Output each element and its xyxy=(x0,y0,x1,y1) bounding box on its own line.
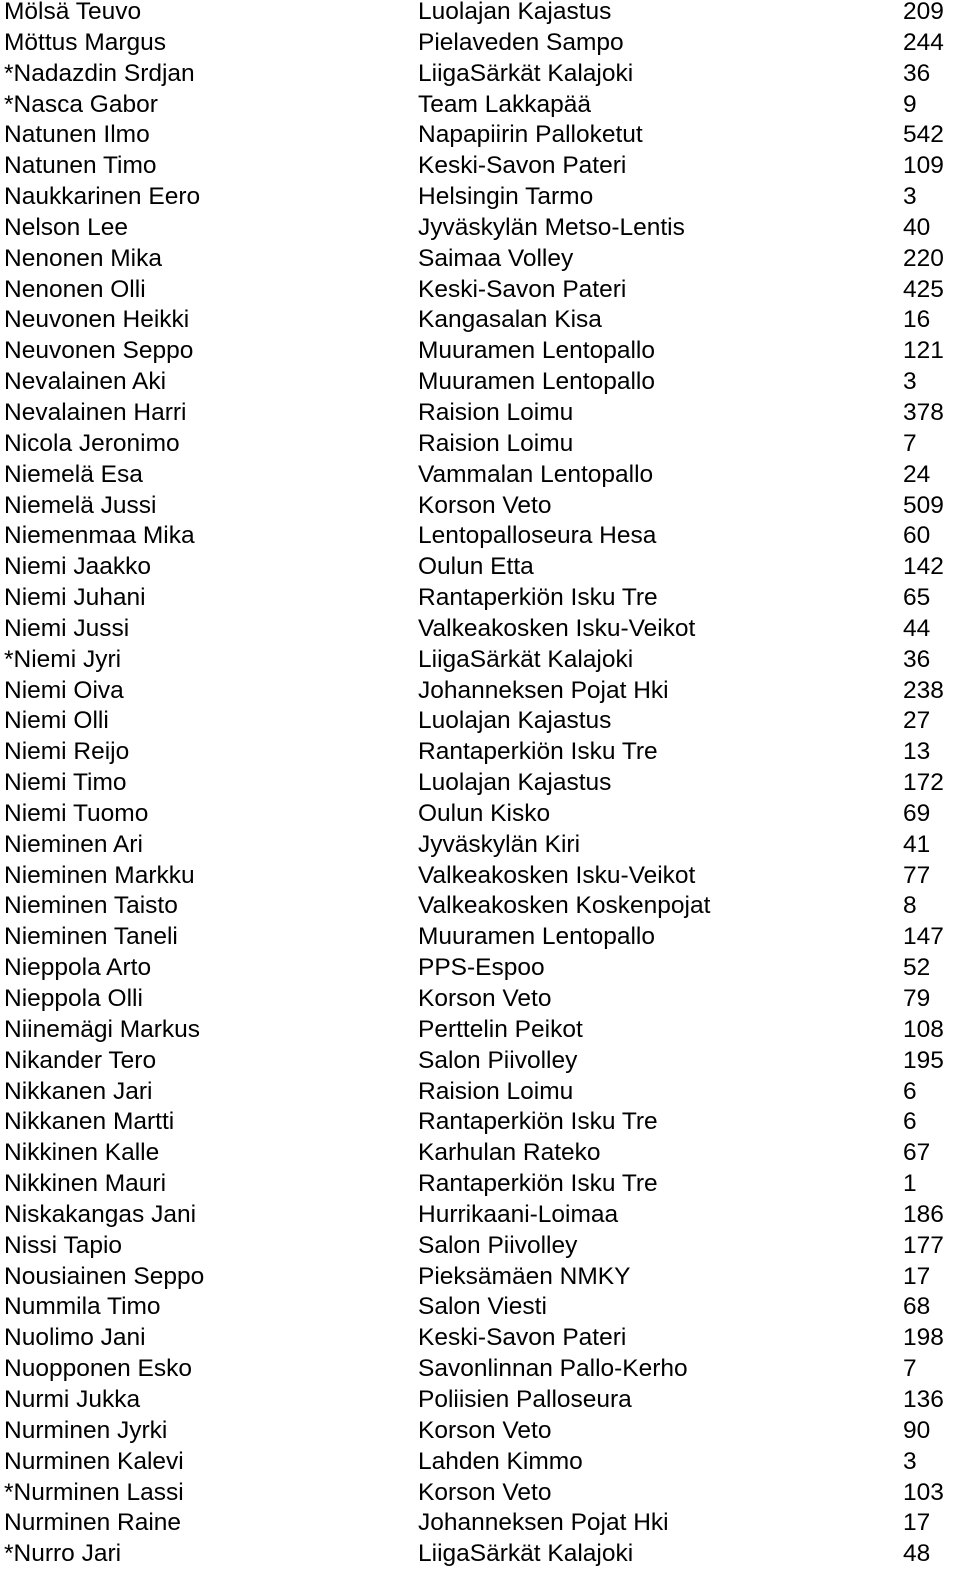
player-name: Nummila Timo xyxy=(4,1293,161,1321)
stat-value: 195 xyxy=(903,1046,944,1074)
club-name: Raision Loimu xyxy=(418,398,574,426)
club-name: Keski-Savon Pateri xyxy=(418,152,627,180)
list-row xyxy=(0,460,960,494)
club-name: Team Lakkapää xyxy=(418,90,591,118)
stat-value: 9 xyxy=(903,90,917,118)
stat-value: 109 xyxy=(903,152,944,180)
list-row xyxy=(0,861,960,895)
list-row xyxy=(0,1015,960,1049)
player-name: Nurmi Jukka xyxy=(4,1385,141,1413)
player-name: Nurminen Kalevi xyxy=(4,1447,184,1475)
player-name: Nieppola Olli xyxy=(4,985,143,1012)
player-name: Niskakangas Jani xyxy=(4,1200,197,1228)
player-name: Nuolimo Jani xyxy=(4,1324,146,1352)
list-row xyxy=(0,1295,960,1326)
club-name: Lahden Kimmo xyxy=(418,1447,583,1475)
stat-value: 3 xyxy=(903,1447,917,1475)
stat-value: 186 xyxy=(903,1200,944,1228)
club-name: Perttelin Peikot xyxy=(418,1015,583,1043)
list-row xyxy=(0,429,960,463)
club-name: Pieksämäen NMKY xyxy=(418,1262,631,1290)
player-name: Nikkinen Kalle xyxy=(4,1139,160,1167)
player-name: *Nadazdin Srdjan xyxy=(4,59,195,87)
stat-value: 542 xyxy=(903,121,944,149)
stat-value: 3 xyxy=(903,368,917,396)
player-name: Neuvonen Seppo xyxy=(4,337,194,365)
player-name: Nissi Tapio xyxy=(4,1231,123,1259)
club-name: Lentopalloseura Hesa xyxy=(418,522,657,550)
stat-value: 13 xyxy=(903,738,931,766)
stat-value: 41 xyxy=(903,830,931,858)
player-name: *Nurminen Lassi xyxy=(4,1478,184,1506)
stat-value: 44 xyxy=(903,614,931,642)
stat-value: 136 xyxy=(903,1385,944,1413)
club-name: Muuramen Lentopallo xyxy=(418,923,655,951)
stat-value: 147 xyxy=(903,923,944,951)
stat-value: 6 xyxy=(903,1108,917,1136)
club-name: Luolajan Kajastus xyxy=(418,769,612,797)
stat-value: 69 xyxy=(903,799,931,827)
list-row xyxy=(0,740,960,771)
stat-value: 209 xyxy=(903,0,944,25)
club-name: Muuramen Lentopallo xyxy=(418,368,655,396)
stat-value: 121 xyxy=(903,337,944,365)
list-row xyxy=(0,339,960,370)
club-name: Salon Piivolley xyxy=(418,1231,578,1259)
stat-value: 48 xyxy=(903,1540,931,1568)
player-name: *Niemi Jyri xyxy=(4,645,122,673)
club-name: Muuramen Lentopallo xyxy=(418,337,655,365)
club-name: Rantaperkiön Isku Tre xyxy=(418,1170,658,1198)
club-name: Korson Veto xyxy=(418,985,552,1012)
stat-value: 177 xyxy=(903,1231,944,1259)
list-row xyxy=(0,1141,960,1172)
stat-value: 67 xyxy=(903,1139,931,1167)
club-name: LiigaSärkät Kalajoki xyxy=(418,1540,634,1568)
stat-value: 1 xyxy=(903,1170,917,1198)
stat-value: 17 xyxy=(903,1509,931,1537)
player-name: Nieminen Taneli xyxy=(4,923,178,951)
stat-value: 108 xyxy=(903,1015,944,1043)
club-name: Keski-Savon Pateri xyxy=(418,1324,627,1352)
list-row xyxy=(0,1447,960,1481)
player-name: Nevalainen Aki xyxy=(4,368,167,396)
stat-value: 509 xyxy=(903,491,944,519)
club-name: LiigaSärkät Kalajoki xyxy=(418,59,634,87)
club-name: Salon Piivolley xyxy=(418,1046,578,1074)
player-name: Nenonen Olli xyxy=(4,275,146,303)
list-row xyxy=(0,1385,960,1419)
stat-value: 65 xyxy=(903,584,931,612)
club-name: Raision Loimu xyxy=(418,1077,574,1105)
club-name: Jyväskylän Kiri xyxy=(418,830,581,858)
player-name: Nelson Lee xyxy=(4,213,128,241)
list-row xyxy=(0,123,960,154)
list-row xyxy=(0,1110,960,1141)
player-name: Niemelä Jussi xyxy=(4,491,157,519)
list-row xyxy=(0,645,960,679)
club-name: Valkeakosken Koskenpojat xyxy=(418,892,711,920)
stat-value: 238 xyxy=(903,676,944,704)
player-name: Niemi Olli xyxy=(4,707,109,735)
club-name: Savonlinnan Pallo-Kerho xyxy=(418,1355,688,1383)
club-name: Raision Loimu xyxy=(418,429,574,457)
stat-value: 40 xyxy=(903,213,931,241)
player-name: Niemi Reijo xyxy=(4,738,130,766)
list-row xyxy=(0,614,960,648)
stat-value: 7 xyxy=(903,429,917,457)
player-name: Nicola Jeronimo xyxy=(4,429,180,457)
stat-value: 16 xyxy=(903,306,931,334)
list-row xyxy=(0,28,960,62)
club-name: Hurrikaani-Loimaa xyxy=(418,1200,619,1228)
stat-value: 36 xyxy=(903,59,931,87)
player-name: Möttus Margus xyxy=(4,28,167,56)
stat-value: 90 xyxy=(903,1416,931,1444)
club-name: Kangasalan Kisa xyxy=(418,306,602,334)
club-name: Oulun Kisko xyxy=(418,799,551,827)
club-name: LiigaSärkät Kalajoki xyxy=(418,645,634,673)
stat-value: 198 xyxy=(903,1324,944,1352)
stat-value: 220 xyxy=(903,244,944,272)
list-row xyxy=(0,59,960,93)
club-name: Korson Veto xyxy=(418,491,552,519)
stat-value: 142 xyxy=(903,553,944,581)
list-row xyxy=(0,709,960,740)
player-name: *Nurro Jari xyxy=(4,1540,122,1568)
list-row xyxy=(0,275,960,309)
player-name: Nurminen Raine xyxy=(4,1509,182,1537)
club-name: Rantaperkiön Isku Tre xyxy=(418,738,658,766)
list-row xyxy=(0,0,960,31)
list-row xyxy=(0,987,960,1018)
player-name: Naukkarinen Eero xyxy=(4,183,201,211)
club-name: Karhulan Rateko xyxy=(418,1139,601,1167)
list-row xyxy=(0,185,960,216)
player-name: Niinemägi Markus xyxy=(4,1015,201,1043)
list-row xyxy=(0,370,960,401)
player-name: Neuvonen Heikki xyxy=(4,306,190,334)
stat-value: 244 xyxy=(903,28,944,56)
list-row xyxy=(0,1416,960,1450)
player-name: Nieminen Markku xyxy=(4,861,195,889)
player-name: Nuopponen Esko xyxy=(4,1355,192,1383)
stat-value: 77 xyxy=(903,861,931,889)
list-row xyxy=(0,213,960,247)
list-row xyxy=(0,1231,960,1265)
player-name: Nieppola Arto xyxy=(4,954,152,982)
club-name: Valkeakosken Isku-Veikot xyxy=(418,861,696,889)
list-row xyxy=(0,555,960,586)
player-name: Nousiainen Seppo xyxy=(4,1262,205,1290)
list-row xyxy=(0,1200,960,1234)
club-name: Luolajan Kajastus xyxy=(418,0,612,25)
player-name: Nikkanen Martti xyxy=(4,1108,175,1136)
player-name: Natunen Timo xyxy=(4,152,157,180)
club-name: Poliisien Palloseura xyxy=(418,1385,632,1413)
list-row xyxy=(0,676,960,710)
club-name: Korson Veto xyxy=(418,1478,552,1506)
club-name: Vammalan Lentopallo xyxy=(418,460,654,488)
player-name: Mölsä Teuvo xyxy=(4,0,142,25)
player-name: *Nasca Gabor xyxy=(4,90,158,118)
stat-value: 3 xyxy=(903,183,917,211)
club-name: Pielaveden Sampo xyxy=(418,28,624,56)
stat-value: 36 xyxy=(903,645,931,673)
list-row xyxy=(0,586,960,617)
player-name: Niemi Jaakko xyxy=(4,553,152,581)
player-name: Nevalainen Harri xyxy=(4,398,187,426)
player-name: Nikander Tero xyxy=(4,1046,157,1074)
player-name: Nieminen Ari xyxy=(4,830,143,858)
stat-value: 52 xyxy=(903,954,931,982)
list-row xyxy=(0,90,960,124)
player-name: Nikkanen Jari xyxy=(4,1077,153,1105)
stat-value: 103 xyxy=(903,1478,944,1506)
list-row xyxy=(0,956,960,987)
player-name: Natunen Ilmo xyxy=(4,121,150,149)
club-name: PPS-Espoo xyxy=(418,954,545,982)
stat-value: 7 xyxy=(903,1355,917,1383)
club-name: Valkeakosken Isku-Veikot xyxy=(418,614,696,642)
club-name: Napapiirin Palloketut xyxy=(418,121,643,149)
list-row xyxy=(0,1357,960,1388)
list-row xyxy=(0,1478,960,1512)
club-name: Luolajan Kajastus xyxy=(418,707,612,735)
list-row xyxy=(0,1172,960,1203)
club-name: Saimaa Volley xyxy=(418,244,574,272)
stat-value: 17 xyxy=(903,1262,931,1290)
club-name: Johanneksen Pojat Hki xyxy=(418,1509,669,1537)
list-row xyxy=(0,398,960,432)
club-name: Oulun Etta xyxy=(418,553,534,581)
list-row xyxy=(0,1077,960,1111)
club-name: Keski-Savon Pateri xyxy=(418,275,627,303)
player-name: Niemi Juhani xyxy=(4,584,146,612)
club-name: Rantaperkiön Isku Tre xyxy=(418,584,658,612)
stat-value: 425 xyxy=(903,275,944,303)
list-row xyxy=(0,1326,960,1357)
list-row xyxy=(0,154,960,185)
stat-value: 27 xyxy=(903,707,931,735)
list-row xyxy=(0,491,960,525)
stat-value: 8 xyxy=(903,892,917,920)
player-name: Nieminen Taisto xyxy=(4,892,178,920)
player-name: Niemi Oiva xyxy=(4,676,124,704)
player-name: Niemi Jussi xyxy=(4,614,130,642)
stat-value: 172 xyxy=(903,769,944,797)
stat-value: 60 xyxy=(903,522,931,550)
list-row xyxy=(0,1511,960,1542)
list-row xyxy=(0,524,960,555)
stat-value: 79 xyxy=(903,985,931,1012)
player-name: Nurminen Jyrki xyxy=(4,1416,168,1444)
list-row xyxy=(0,244,960,278)
list-row xyxy=(0,894,960,925)
player-name: Niemenmaa Mika xyxy=(4,522,195,550)
list-row xyxy=(0,1046,960,1080)
player-name: Nikkinen Mauri xyxy=(4,1170,167,1198)
stat-value: 24 xyxy=(903,460,931,488)
list-row xyxy=(0,771,960,802)
club-name: Jyväskylän Metso-Lentis xyxy=(418,213,685,241)
player-name: Niemi Tuomo xyxy=(4,799,149,827)
club-name: Salon Viesti xyxy=(418,1293,547,1321)
list-row xyxy=(0,308,960,339)
club-name: Rantaperkiön Isku Tre xyxy=(418,1108,658,1136)
list-row xyxy=(0,925,960,956)
player-name: Nenonen Mika xyxy=(4,244,162,272)
club-name: Johanneksen Pojat Hki xyxy=(418,676,669,704)
list-row xyxy=(0,799,960,833)
list-row xyxy=(0,1262,960,1296)
stat-value: 378 xyxy=(903,398,944,426)
player-name: Niemi Timo xyxy=(4,769,127,797)
club-name: Helsingin Tarmo xyxy=(418,183,594,211)
list-row xyxy=(0,1542,960,1573)
list-row xyxy=(0,830,960,864)
stat-value: 6 xyxy=(903,1077,917,1105)
club-name: Korson Veto xyxy=(418,1416,552,1444)
stat-value: 68 xyxy=(903,1293,931,1321)
player-name: Niemelä Esa xyxy=(4,460,143,488)
